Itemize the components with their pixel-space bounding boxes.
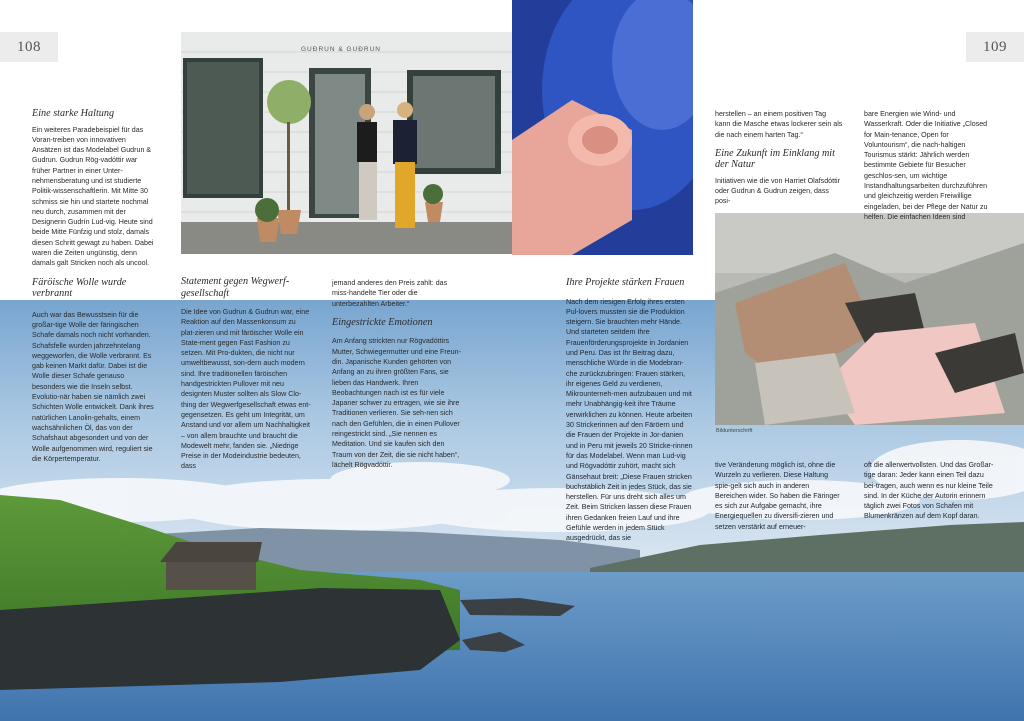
sweater-photo (715, 213, 1024, 425)
wool-closeup-photo (512, 0, 693, 255)
paragraph: oft die allerwertvollsten. Und das Großar-tige daran: Jeder kann einen Teil dazu bei-tragen, auch wenn es nur kleine Teile sind. In der Küche der Autorin erinnern täglich zwei Fotos von Schafen mit Blumenkränzen auf dem Kopf daran. (864, 461, 994, 521)
paragraph: bare Energien wie Wind- und Wasserkraft. Oder die Initiative „Closed for Main-tenance, Open for Voluntourism“, die nach-haltigen Tourismus stärkt: Jährlich werden bestimmte Gebiete für Besucher geschlos-sen, um wichtige Instandhaltungsarbeiten durchzuführen und gleichzeitig werden Freiwillige eingeladen, bei der Pflege der Natur zu helfen. Die einfachen Ideen sind (864, 110, 988, 221)
storefront-photo (181, 32, 512, 254)
paragraph: herstellen – an einem positiven Tag kann die Masche etwas lockerer sein als die nach einem harten Tag.“ (715, 110, 843, 139)
column-5-top (715, 109, 843, 207)
paragraph: Am Anfang strickten nur Rögvadóttirs Mutter, Schwiegermutter und eine Freun-din. Japanische Kunden gehörten von Anfang an zu ihren größten Fans, sie lieben das Handwerk. Ihren Beobachtungen nach ist es für viele Japaner schwer zu ertragen, wie sie ihre Traditionen verlieren. Sie seh-nen sich nach den Gefühlen, die in einen Pullover reingestrickt sind. „Sie nennen es Meditation. Und sie kaufen sich den Traum von der Zeit, die sie nicht haben“, lächelt Rögvadóttir. (332, 337, 461, 469)
heading-eine-starke-haltung: Eine starke Haltung (32, 108, 115, 119)
paragraph: jemand anderes den Preis zahlt: das miss-handelte Tier oder die unterbezahlten Arbeiter.“ (332, 279, 448, 308)
column-6-bottom (864, 460, 996, 522)
heading-faeroeische-wolle: Färöische Wolle wurde verbrannt (32, 276, 127, 300)
column-6-top (864, 109, 996, 222)
paragraph: Auch war das Bewusstsein für die großar-tige Wolle der färingischen Schafe damals noch nicht vorhanden. Schafsfelle wurden jahrzehntelang weggeworfen, die Wolle verbrannt. Es gab keinen Markt dafür. Dabei ist die Wolle dieser Schafe genauso besonders wie die Inseln selbst. Evolutio-när haben sie nämlich zwei Schichten Wolle entwickelt. Dank ihres natürlichen Lanolin-gehalts, einem wachsähnlichen Öl, das von der Schafshaut abgesondert und von der Wolle aufgenommen wird, reguliert sie die Körpertemperatur. (32, 310, 154, 463)
column-4 (566, 277, 694, 544)
column-3 (332, 278, 462, 470)
page-number-right: 109 (966, 32, 1024, 62)
page-number-left: 108 (0, 32, 58, 62)
heading-projekte-staerken-frauen: Ihre Projekte stärken Frauen (566, 277, 685, 288)
storefront-sign: GUÐRUN & GUÐRUN (301, 46, 381, 53)
heading-eingestrickte-emotionen: Eingestrickte Emotionen (332, 316, 433, 328)
column-5-bottom (715, 460, 843, 532)
photo-caption: Bildunterschrift (716, 428, 753, 434)
paragraph: tive Veränderung möglich ist, ohne die Wurzeln zu verlieren. Diese Haltung spie-gelt sich auch in anderen Bereichen wider. So haben die Färinger es sich zur Aufgabe gemacht, ihre Energiequellen zu diversifi-zieren und setzen verstärkt auf erneuer- (715, 461, 840, 531)
paragraph: Initiativen wie die von Harriet Olafsdóttir oder Gudrun & Gudrun zeigen, dass posi- (715, 176, 840, 206)
column-2 (181, 276, 311, 472)
column-1 (32, 108, 156, 464)
paragraph: Die Idee von Gudrun & Gudrun war, eine Reaktion auf den Massenkonsum zu plat-zieren und mit färöischer Wolle ein State-ment gegen Fast Fashion zu setzen. Mit Pro-dukten, die nicht nur umweltbewusst, son-dern auch modern sind. Ihre traditionellen färöischen handgestrickten Pullover mit neu designten Muster sollten als Slow Clo-thing der Wegwerfgesellschaft etwas ent-gegensetzen. Es geht um Integrität, um Anstand und vor allem um Nachhaltigkeit – von allem brauchte und braucht die Modewelt mehr, fanden sie. „Niedrige Preise in der Modeindustrie bedeuten, dass (181, 308, 311, 471)
heading-zukunft-natur: Eine Zukunft im Einklang mit der Natur (715, 147, 835, 171)
paragraph: Ein weiteres Paradebeispiel für das Voran-treiben von innovativen Ansätzen ist das Modelabel Gudrun & Gudrun. Gudrun Rög-vadóttir war früher Partner in einer Unter-nehmensberatung und ist studierte Politik-wissenschaftlerin. Mit Mitte 30 schmiss sie hin und startete nochmal neu durch, zusammen mit der Designerin Gudrín Lud-vig. Heute sind beide Mitte Fünfzig und stolz, damals diesen Schritt gewagt zu haben. Dabei waren die Zeiten ungünstig, denn damals galt Stricken noch als uncool. (32, 125, 154, 268)
heading-statement: Statement gegen Wegwerf-gesellschaft (181, 276, 290, 299)
paragraph: Nach dem riesigen Erfolg ihres ersten Pul-lovers mussten sie die Produktion steigern. Sie brauchten mehr Hände. Und starteten seitdem Ihre Frauenförderungsprojekte in Jordanien und Peru. Das ist Ihr Beitrag dazu, menschliche Würde in die Modebran-che zurückzubringen: Frauen stärken, ihr eigenes Geld zu verdienen, Mikrounterneh-men aufzubauen und mit mehr Unabhängig-keit ihre Träume verwirklichen zu können. Heute arbeiten 30 Strickerinnen auf den Färöern und die Frauen der Projekte in Jor-danien und in Peru mit jeweils 20 Stricke-rinnen für das Modelabel. Wenn man Lud-vig und Rögvadóttir zuhört, macht sich Gänsehaut breit: „Diese Frauen stricken buchstäblich Zeit in jedes Stück, das sie herstellen. Für uns dreht sich alles um Zeit. Beim Stricken lassen diese Frauen ihren Gedanken freien Lauf und ihre Gefühle werden in jedem Stück ausgedrückt, das sie (566, 297, 693, 543)
